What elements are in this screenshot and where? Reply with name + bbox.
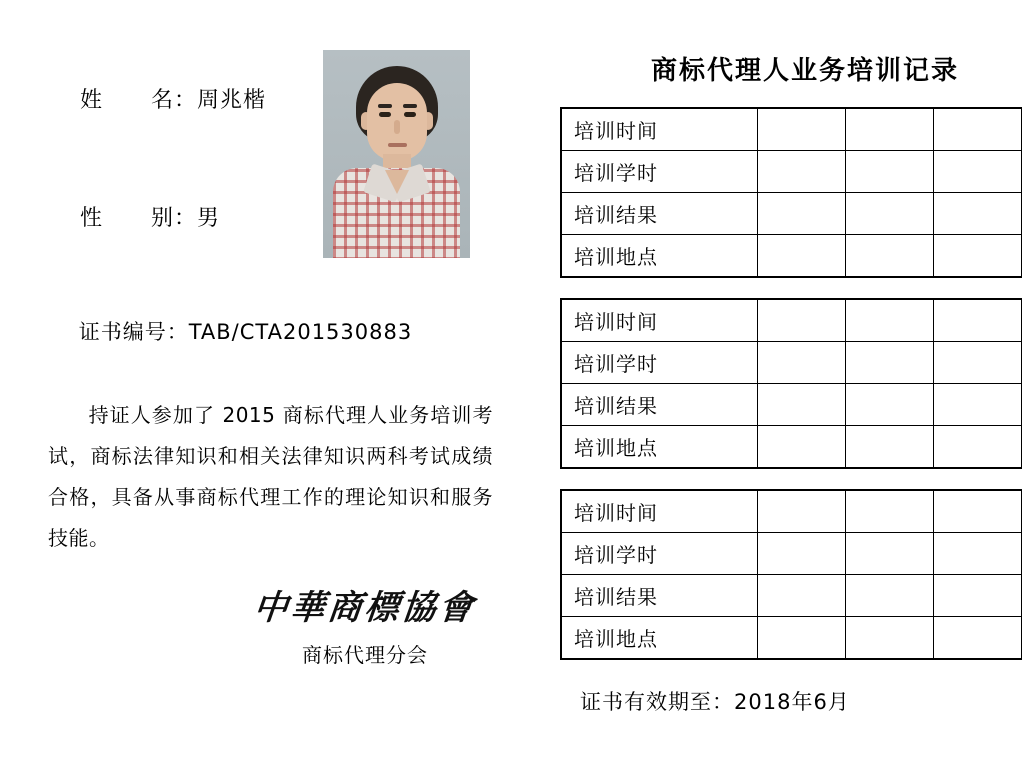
- row-label-training-place: 培训地点: [561, 617, 758, 660]
- cell[interactable]: [846, 533, 934, 575]
- training-table-2: [560, 298, 1022, 469]
- cell[interactable]: [934, 426, 1022, 469]
- photo-eyebrow-left: [378, 104, 392, 108]
- cell[interactable]: [758, 108, 846, 151]
- cell[interactable]: [846, 426, 934, 469]
- row-label-training-place: 培训地点: [561, 235, 758, 278]
- sex-value: 男: [196, 206, 220, 232]
- cell[interactable]: [934, 533, 1022, 575]
- row-label-training-hours: 培训学时: [561, 533, 758, 575]
- photo-eye-right: [404, 112, 416, 117]
- table-row: [561, 235, 1022, 278]
- cell[interactable]: [846, 490, 934, 533]
- row-label-training-hours: 培训学时: [561, 151, 758, 193]
- cell[interactable]: [758, 342, 846, 384]
- training-table-1: [560, 107, 1022, 278]
- name-label: 姓 名：: [79, 88, 197, 114]
- cell[interactable]: [934, 151, 1022, 193]
- validity-text: 证书有效期至：2018年6月: [580, 690, 850, 714]
- row-label-training-result: 培训结果: [561, 193, 758, 235]
- portrait-photo: [323, 50, 470, 258]
- cell[interactable]: [846, 384, 934, 426]
- table-row: [561, 299, 1022, 342]
- cell[interactable]: [846, 151, 934, 193]
- row-label-training-result: 培训结果: [561, 575, 758, 617]
- table-row: [561, 490, 1022, 533]
- cell[interactable]: [934, 193, 1022, 235]
- cell[interactable]: [758, 151, 846, 193]
- cell[interactable]: [934, 108, 1022, 151]
- row-label-training-time: 培训时间: [561, 490, 758, 533]
- row-label-training-hours: 培训学时: [561, 342, 758, 384]
- cell[interactable]: [758, 193, 846, 235]
- issuer-branch: 商标代理分会: [302, 643, 428, 667]
- certificate-statement: [48, 395, 493, 559]
- cell[interactable]: [846, 108, 934, 151]
- cell[interactable]: [758, 384, 846, 426]
- name-value: 周兆楷: [196, 88, 266, 114]
- certificate-number-value: TAB/CTA201530883: [188, 320, 413, 345]
- row-label-training-place: 培训地点: [561, 426, 758, 469]
- cell[interactable]: [934, 490, 1022, 533]
- issuer-name: 中華商標協會: [251, 588, 478, 628]
- cell[interactable]: [758, 490, 846, 533]
- row-label-training-result: 培训结果: [561, 384, 758, 426]
- cell[interactable]: [758, 235, 846, 278]
- cell[interactable]: [934, 575, 1022, 617]
- cell[interactable]: [846, 235, 934, 278]
- table-row: [561, 575, 1022, 617]
- training-table-3: [560, 489, 1022, 660]
- sex-label: 性 别：: [79, 206, 197, 232]
- cell[interactable]: [758, 575, 846, 617]
- cell[interactable]: [934, 235, 1022, 278]
- photo-eyebrow-right: [403, 104, 417, 108]
- name-field: [48, 62, 266, 141]
- table-row: [561, 617, 1022, 660]
- table-row: [561, 384, 1022, 426]
- table-row: [561, 193, 1022, 235]
- cell[interactable]: [846, 575, 934, 617]
- cell[interactable]: [758, 617, 846, 660]
- page-title: 商标代理人业务培训记录: [650, 56, 959, 86]
- cell[interactable]: [758, 426, 846, 469]
- photo-eye-left: [379, 112, 391, 117]
- sex-field: [48, 180, 220, 259]
- cell[interactable]: [758, 299, 846, 342]
- cell[interactable]: [934, 342, 1022, 384]
- cell[interactable]: [846, 299, 934, 342]
- statement-text: 持证人参加了 2015 商标代理人业务培训考试，商标法律知识和相关法律知识两科考试成绩合格，具备从事商标代理工作的理论知识和服务技能。: [48, 403, 493, 550]
- table-row: [561, 533, 1022, 575]
- row-label-training-time: 培训时间: [561, 108, 758, 151]
- table-row: [561, 342, 1022, 384]
- cell[interactable]: [846, 193, 934, 235]
- row-label-training-time: 培训时间: [561, 299, 758, 342]
- table-row: [561, 108, 1022, 151]
- certificate-number-field: [48, 295, 412, 371]
- table-row: [561, 151, 1022, 193]
- training-record-panel: [560, 40, 990, 716]
- certificate-number-label: 证书编号：: [78, 320, 189, 345]
- cell[interactable]: [758, 533, 846, 575]
- cell[interactable]: [934, 384, 1022, 426]
- photo-mouth: [388, 143, 407, 147]
- cell[interactable]: [934, 299, 1022, 342]
- photo-nose: [394, 120, 400, 134]
- cell[interactable]: [934, 617, 1022, 660]
- table-row: [561, 426, 1022, 469]
- cell[interactable]: [846, 617, 934, 660]
- cell[interactable]: [846, 342, 934, 384]
- issuer-seal: [235, 580, 495, 668]
